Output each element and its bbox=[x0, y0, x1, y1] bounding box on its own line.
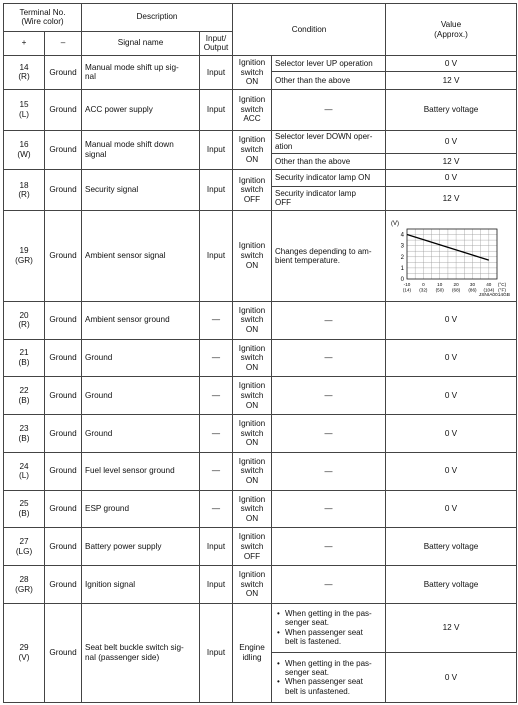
value: 12 V bbox=[386, 603, 517, 652]
input-output: Input bbox=[200, 528, 233, 566]
ground-terminal: Ground bbox=[45, 603, 82, 702]
terminal-number: 22 (B) bbox=[4, 377, 45, 415]
value: 0 V bbox=[386, 130, 517, 153]
header-input-output: Input/ Output bbox=[200, 31, 233, 55]
condition-detail: Other than the above bbox=[272, 153, 386, 169]
signal-name: ACC power supply bbox=[82, 89, 200, 130]
condition-detail: Security indicator lamp OFF bbox=[272, 186, 386, 210]
signal-name: Ground bbox=[82, 339, 200, 377]
x-tick-label-celsius: -10 bbox=[403, 281, 411, 287]
ground-terminal: Ground bbox=[45, 170, 82, 211]
header-signal-name: Signal name bbox=[82, 31, 200, 55]
condition-detail: Selector lever DOWN oper- ation bbox=[272, 130, 386, 153]
terminal-table bbox=[3, 3, 517, 703]
condition-bullet-list bbox=[275, 659, 382, 697]
table-row bbox=[4, 377, 517, 415]
ground-terminal: Ground bbox=[45, 130, 82, 170]
terminal-number: 27 (LG) bbox=[4, 528, 45, 566]
table-row bbox=[4, 415, 517, 453]
ground-terminal: Ground bbox=[45, 490, 82, 528]
table-row bbox=[4, 490, 517, 528]
header-value: Value (Approx.) bbox=[386, 4, 517, 56]
value: Battery voltage bbox=[386, 566, 517, 604]
value: 0 V bbox=[386, 377, 517, 415]
signal-name: Security signal bbox=[82, 170, 200, 211]
table-row bbox=[4, 339, 517, 377]
condition-detail: Other than the above bbox=[272, 72, 386, 89]
ground-terminal: Ground bbox=[45, 56, 82, 90]
condition-main: Ignition switch ON bbox=[233, 339, 272, 377]
condition-bullet: • When passenger seat belt is fastened. bbox=[285, 628, 382, 647]
signal-name: Ambient sensor ground bbox=[82, 301, 200, 339]
terminal-number: 23 (B) bbox=[4, 415, 45, 453]
terminal-number: 28 (GR) bbox=[4, 566, 45, 604]
y-tick-label: 3 bbox=[400, 243, 404, 250]
terminal-number: 18 (R) bbox=[4, 170, 45, 211]
value: Battery voltage bbox=[386, 528, 517, 566]
terminal-number: 15 (L) bbox=[4, 89, 45, 130]
condition-main: Ignition switch ON bbox=[233, 56, 272, 90]
signal-name: Ambient sensor signal bbox=[82, 211, 200, 302]
signal-name: Fuel level sensor ground bbox=[82, 452, 200, 490]
value: 0 V bbox=[386, 170, 517, 186]
header-description: Description bbox=[82, 4, 233, 32]
condition-bullet: • When passenger seat belt is unfastened. bbox=[285, 677, 382, 696]
input-output: — bbox=[200, 452, 233, 490]
condition-detail: — bbox=[272, 566, 386, 604]
x-tick-label-fahrenheit: (68) bbox=[452, 287, 461, 293]
condition-main: Ignition switch ON bbox=[233, 377, 272, 415]
table-row bbox=[4, 452, 517, 490]
table-row bbox=[4, 211, 517, 302]
condition-detail: — bbox=[272, 377, 386, 415]
table-row bbox=[4, 170, 517, 186]
input-output: Input bbox=[200, 211, 233, 302]
value: 0 V bbox=[386, 452, 517, 490]
x-tick-label-celsius: 30 bbox=[469, 281, 476, 287]
x-tick-label-fahrenheit: (14) bbox=[402, 287, 412, 293]
value: 0 V bbox=[386, 56, 517, 72]
signal-name: Manual mode shift down signal bbox=[82, 130, 200, 170]
table-row bbox=[4, 566, 517, 604]
ground-terminal: Ground bbox=[45, 339, 82, 377]
condition-detail: — bbox=[272, 528, 386, 566]
condition-detail: — bbox=[272, 452, 386, 490]
condition-main: Ignition switch ON bbox=[233, 452, 272, 490]
table-row bbox=[4, 528, 517, 566]
condition-detail: — bbox=[272, 490, 386, 528]
signal-name: ESP ground bbox=[82, 490, 200, 528]
condition-main: Ignition switch OFF bbox=[233, 170, 272, 211]
table-row bbox=[4, 301, 517, 339]
input-output: Input bbox=[200, 89, 233, 130]
condition-detail: Security indicator lamp ON bbox=[272, 170, 386, 186]
signal-name: Ignition signal bbox=[82, 566, 200, 604]
terminal-number: 21 (B) bbox=[4, 339, 45, 377]
x-tick-label-celsius: 20 bbox=[453, 281, 459, 287]
ground-terminal: Ground bbox=[45, 377, 82, 415]
x-axis-unit-fahrenheit: (°F) bbox=[498, 287, 506, 293]
signal-name: Manual mode shift up sig- nal bbox=[82, 56, 200, 90]
value: 0 V bbox=[386, 652, 517, 702]
input-output: — bbox=[200, 415, 233, 453]
condition-detail bbox=[272, 603, 386, 652]
value: 12 V bbox=[386, 72, 517, 89]
value: 0 V bbox=[386, 301, 517, 339]
value: 0 V bbox=[386, 490, 517, 528]
terminal-number: 14 (R) bbox=[4, 56, 45, 90]
y-axis-unit: (V) bbox=[391, 220, 399, 227]
y-tick-label: 4 bbox=[400, 232, 404, 239]
x-tick-label-celsius: 0 bbox=[422, 281, 425, 287]
x-tick-label-celsius: 40 bbox=[486, 281, 492, 287]
signal-name: Ground bbox=[82, 377, 200, 415]
input-output: Input bbox=[200, 566, 233, 604]
x-axis-unit-celsius: (°C) bbox=[497, 281, 507, 287]
y-tick-label: 1 bbox=[400, 265, 404, 272]
value: Battery voltage bbox=[386, 89, 517, 130]
ground-terminal: Ground bbox=[45, 301, 82, 339]
terminal-number: 29 (V) bbox=[4, 603, 45, 702]
ambient-sensor-chart bbox=[389, 213, 513, 299]
terminal-number: 25 (B) bbox=[4, 490, 45, 528]
table-row bbox=[4, 603, 517, 652]
input-output: Input bbox=[200, 130, 233, 170]
condition-bullet: • When getting in the pas- senger seat. bbox=[285, 659, 382, 678]
condition-bullet: • When getting in the pas- senger seat. bbox=[285, 609, 382, 628]
condition-main: Ignition switch ON bbox=[233, 130, 272, 170]
ground-terminal: Ground bbox=[45, 566, 82, 604]
condition-main: Ignition switch ON bbox=[233, 566, 272, 604]
table-row bbox=[4, 89, 517, 130]
x-tick-label-celsius: 10 bbox=[437, 281, 443, 287]
value: 12 V bbox=[386, 186, 517, 210]
table-row bbox=[4, 130, 517, 153]
signal-name: Ground bbox=[82, 415, 200, 453]
y-tick-label: 0 bbox=[400, 276, 404, 283]
condition-detail: — bbox=[272, 415, 386, 453]
condition-bullet-list bbox=[275, 609, 382, 647]
terminal-number: 16 (W) bbox=[4, 130, 45, 170]
condition-detail: — bbox=[272, 89, 386, 130]
condition-main: Ignition switch ON bbox=[233, 490, 272, 528]
table-row bbox=[4, 56, 517, 72]
condition-main: Ignition switch ACC bbox=[233, 89, 272, 130]
value: 12 V bbox=[386, 153, 517, 169]
plot-frame bbox=[407, 229, 497, 279]
condition-main: Ignition switch ON bbox=[233, 211, 272, 302]
terminal-number: 24 (L) bbox=[4, 452, 45, 490]
signal-name: Battery power supply bbox=[82, 528, 200, 566]
input-output: Input bbox=[200, 170, 233, 211]
x-tick-label-fahrenheit: (86) bbox=[468, 287, 477, 293]
y-tick-label: 2 bbox=[400, 254, 404, 261]
ground-terminal: Ground bbox=[45, 211, 82, 302]
condition-detail: Changes depending to am- bient temperature. bbox=[272, 211, 386, 302]
header-terminal-no: Terminal No. (Wire color) bbox=[4, 4, 82, 32]
input-output: Input bbox=[200, 56, 233, 90]
x-tick-label-fahrenheit: (50) bbox=[435, 287, 444, 293]
header-condition: Condition bbox=[233, 4, 386, 56]
figure-id: JSNIA0014GB bbox=[478, 292, 510, 298]
header-plus: + bbox=[4, 31, 45, 55]
input-output: — bbox=[200, 301, 233, 339]
condition-detail: — bbox=[272, 339, 386, 377]
ground-terminal: Ground bbox=[45, 528, 82, 566]
condition-detail bbox=[272, 652, 386, 702]
terminal-number: 19 (GR) bbox=[4, 211, 45, 302]
value-chart-cell bbox=[386, 211, 517, 302]
input-output: Input bbox=[200, 603, 233, 702]
input-output: — bbox=[200, 339, 233, 377]
value: 0 V bbox=[386, 339, 517, 377]
condition-main: Ignition switch ON bbox=[233, 301, 272, 339]
input-output: — bbox=[200, 377, 233, 415]
x-tick-label-fahrenheit: (32) bbox=[419, 287, 428, 293]
ground-terminal: Ground bbox=[45, 415, 82, 453]
condition-detail: Selector lever UP operation bbox=[272, 56, 386, 72]
input-output: — bbox=[200, 490, 233, 528]
signal-name: Seat belt buckle switch sig- nal (passenger side) bbox=[82, 603, 200, 702]
value: 0 V bbox=[386, 415, 517, 453]
x-tick-label-fahrenheit: (104) bbox=[483, 287, 495, 293]
condition-main: Ignition switch ON bbox=[233, 415, 272, 453]
terminal-number: 20 (R) bbox=[4, 301, 45, 339]
ground-terminal: Ground bbox=[45, 452, 82, 490]
condition-detail: — bbox=[272, 301, 386, 339]
condition-main: Engine idling bbox=[233, 603, 272, 702]
header-minus: – bbox=[45, 31, 82, 55]
condition-main: Ignition switch OFF bbox=[233, 528, 272, 566]
ground-terminal: Ground bbox=[45, 89, 82, 130]
